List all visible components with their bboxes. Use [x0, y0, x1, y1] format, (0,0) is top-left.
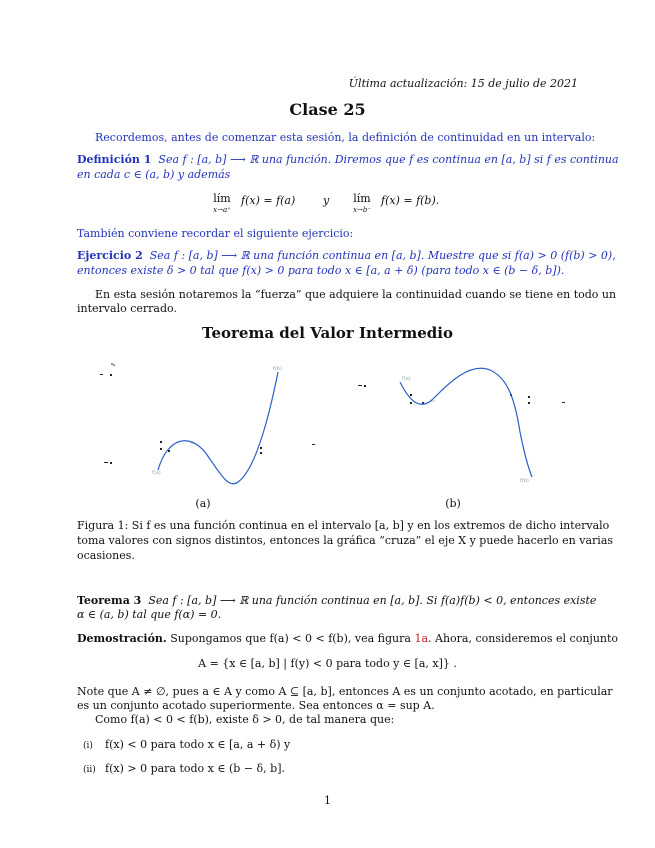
- note-line2: es un conjunto acotado superiormente. Sea entonces α = sup A.: [77, 699, 435, 712]
- theorem-label: Teorema 3: [77, 594, 142, 607]
- item-label: (i): [83, 741, 93, 751]
- curve-b: [400, 368, 532, 477]
- definition-line1: [77, 153, 619, 167]
- page-number: 1: [324, 794, 331, 807]
- theorem-text-1: Sea f : [a, b] ⟶ ℝ una función continua en [a, b]. Si f(a)f(b) < 0, entonces existe: [148, 594, 597, 607]
- proof-label: Demostración.: [77, 632, 167, 645]
- lim-right-expr: f(x) = f(b).: [381, 194, 440, 207]
- svg-text:f(a): f(a): [402, 376, 411, 382]
- theorem-line2: α ∈ (a, b) tal que f(α) = 0.: [77, 608, 222, 621]
- lim-right-sub: x→b⁻: [353, 206, 371, 214]
- set-equation: A = {x ∈ [a, b] | f(y) < 0 para todo y ∈ [a, x]} .: [198, 657, 457, 670]
- curve-a: [158, 372, 278, 484]
- session-text-1: En esta sesión notaremos la “fuerza” que adquiere la continuidad cuando se tiene en todo un: [95, 288, 617, 301]
- proof-text-1-post: . Ahora, consideremos el conjunto: [428, 632, 619, 645]
- exercise-line1: [77, 249, 616, 263]
- item-text: f(x) < 0 para todo x ∈ [a, a + δ) y: [105, 738, 291, 751]
- lim-right: lím: [353, 192, 371, 205]
- figure-caption-1: Figura 1: Si f es una función continua en el intervalo [a, b] y en los extremos de dicho intervalo: [77, 519, 610, 532]
- exercise-text-1: Sea f : [a, b] ⟶ ℝ una función continua en [a, b]. Muestre que si f(a) > 0 (f(b) > 0),: [149, 249, 616, 262]
- como-line: Como f(a) < 0 < f(b), existe δ > 0, de tal manera que:: [95, 713, 395, 726]
- definition-label: Definición 1: [77, 153, 152, 166]
- last-update: Última actualización: 15 de julio de 2021: [348, 77, 578, 90]
- page-title: Clase 25: [289, 100, 366, 119]
- section-title: Teorema del Valor Intermedio: [202, 324, 453, 342]
- figure-ref-link[interactable]: 1a: [414, 632, 429, 645]
- figure-a: [90, 352, 330, 492]
- figure-caption-2: toma valores con signos distintos, entonces la gráfica “cruza” el eje X y puede hacerlo en varias: [77, 534, 614, 547]
- lim-left-sub: x→a⁺: [213, 206, 231, 214]
- exercise-label: Ejercicio 2: [77, 249, 143, 262]
- figure-b: [340, 352, 580, 492]
- limit-equation: [208, 192, 448, 218]
- lim-left: lím: [213, 192, 231, 205]
- list-item: [83, 762, 285, 777]
- item-label: (ii): [83, 765, 96, 775]
- svg-text:x₁: x₁: [430, 398, 435, 404]
- proof-line1: [77, 632, 618, 646]
- definition-line2: en cada c ∈ (a, b) y además: [77, 168, 231, 181]
- intro-text: Recordemos, antes de comenzar esta sesión, la definición de continuidad en un intervalo:: [95, 131, 596, 144]
- proof-text-1: Supongamos que f(a) < 0 < f(b), vea figura: [170, 632, 411, 645]
- definition-text-1: Sea f : [a, b] ⟶ ℝ una función. Diremos que f es continua en [a, b] si f es continua: [158, 153, 619, 166]
- caption-a: (a): [195, 497, 211, 510]
- figure-caption-3: ocasiones.: [77, 549, 135, 562]
- exercise-line2: entonces existe δ > 0 tal que f(x) > 0 para todo x ∈ [a, a + δ) (para todo x ∈ (b − δ, b]).: [77, 264, 565, 277]
- caption-b: (b): [445, 497, 461, 510]
- svg-text:f(a): f(a): [152, 470, 161, 476]
- svg-text:f(b): f(b): [273, 366, 282, 372]
- theorem-line1: [77, 594, 596, 608]
- svg-text:f(b): f(b): [520, 478, 529, 484]
- lim-left-expr: f(x) = f(a): [241, 194, 296, 207]
- svg-text:x₁: x₁: [190, 440, 195, 446]
- also-text: También conviene recordar el siguiente ejercicio:: [77, 227, 354, 240]
- eq-and: y: [323, 194, 330, 207]
- list-item: [83, 738, 290, 753]
- note-line1: Note que A ≠ ∅, pues a ∈ A y como A ⊆ [a, b], entonces A es un conjunto acotado, en particular: [77, 685, 613, 698]
- session-text-2: intervalo cerrado.: [77, 302, 177, 315]
- item-text: f(x) > 0 para todo x ∈ (b − δ, b].: [105, 762, 286, 775]
